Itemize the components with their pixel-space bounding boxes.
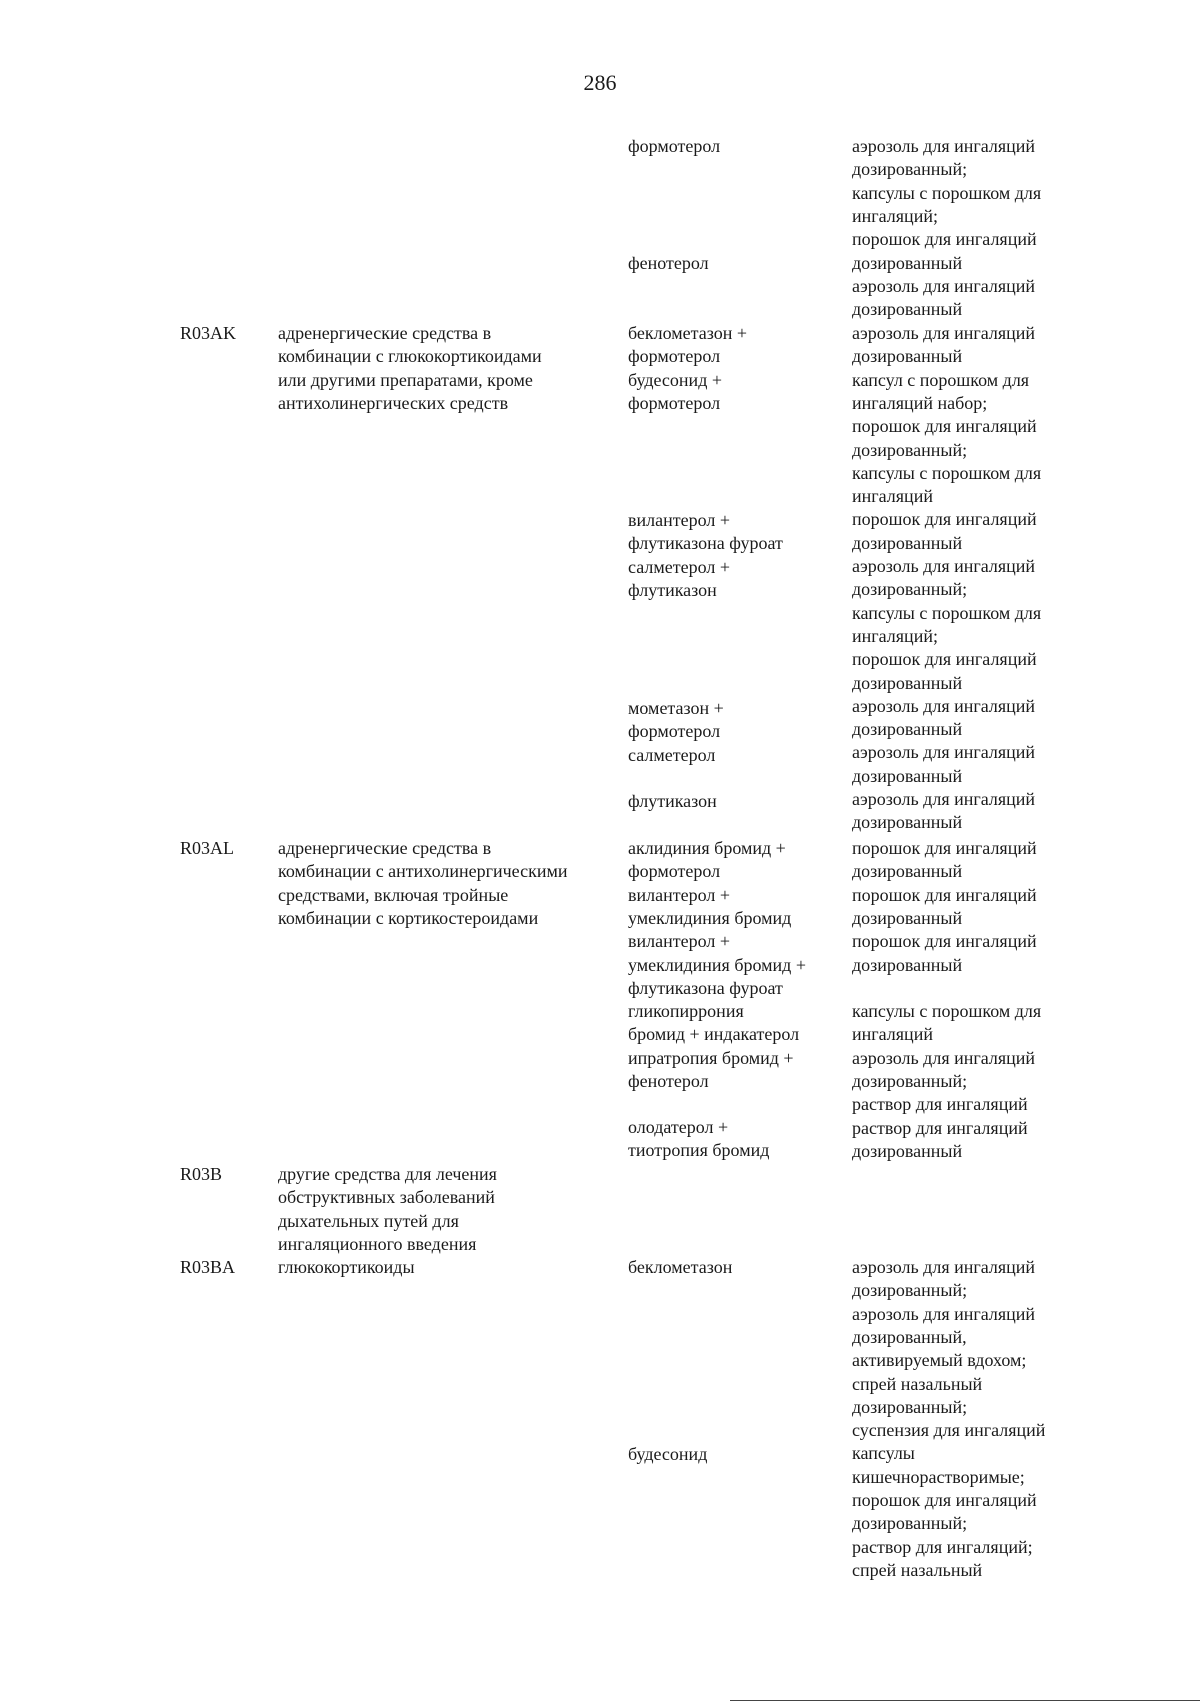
dosage-form: капсул с порошком для xyxy=(852,369,1030,390)
drug-name: формотерол xyxy=(628,861,721,882)
dosage-form: дозированный xyxy=(852,252,963,273)
anatomical-therapeutic-group: адренергические средства в xyxy=(278,323,492,343)
drug-name: формотерол xyxy=(628,136,721,156)
dosage-form: спрей назальный xyxy=(852,1373,983,1394)
drug-name: салметерол xyxy=(628,744,716,765)
drug-name: бромид + индакатерол xyxy=(628,1024,800,1045)
drug-name: тиотропия бромид xyxy=(628,1140,770,1161)
drug-name: аклидиния бромид + xyxy=(628,838,786,858)
dosage-form: активируемый вдохом; xyxy=(852,1350,1027,1371)
atc-code: R03B xyxy=(180,1164,223,1184)
drug-name: флутиказона фуроат xyxy=(628,533,783,554)
anatomical-therapeutic-group: адренергические средства в xyxy=(278,838,492,858)
dosage-form: аэрозоль для ингаляций xyxy=(852,742,1036,763)
anatomical-therapeutic-group: ингаляционного введения xyxy=(278,1233,477,1254)
drug-name: фенотерол xyxy=(628,1071,709,1091)
dosage-form: дозированный xyxy=(852,532,963,553)
anatomical-therapeutic-group: другие средства для лечения xyxy=(278,1164,497,1184)
anatomical-therapeutic-group: средствами, включая тройные xyxy=(278,884,509,905)
dosage-form: раствор для ингаляций xyxy=(852,1094,1028,1115)
dosage-form: дозированный; xyxy=(852,439,968,460)
dosage-form: капсулы с порошком для xyxy=(852,462,1042,483)
drug-name: формотерол xyxy=(628,721,721,742)
dosage-form: порошок для ингаляций xyxy=(852,931,1037,952)
dosage-form: порошок для ингаляций xyxy=(852,416,1037,437)
bottom-rule xyxy=(730,1700,1200,1701)
dosage-form: дозированный; xyxy=(852,1070,968,1091)
anatomical-therapeutic-group: обструктивных заболеваний xyxy=(278,1187,495,1208)
drug-name: олодатерол + xyxy=(628,1117,729,1137)
dosage-form: ингаляций набор; xyxy=(852,392,988,413)
dosage-form: аэрозоль для ингаляций xyxy=(852,1303,1036,1324)
drug-name: формотерол xyxy=(628,346,721,367)
dosage-form: дозированный; xyxy=(852,1513,968,1534)
dosage-form: аэрозоль для ингаляций xyxy=(852,136,1036,156)
dosage-form: порошок для ингаляций xyxy=(852,509,1037,530)
dosage-form: дозированный xyxy=(852,346,963,367)
dosage-form: капсулы с порошком для xyxy=(852,182,1042,203)
dosage-form: спрей назальный xyxy=(852,1559,983,1580)
dosage-form: дозированный; xyxy=(852,1280,968,1301)
dosage-form: суспензия для ингаляций xyxy=(852,1420,1046,1441)
dosage-form: дозированный xyxy=(852,299,963,320)
drug-name: беклометазон xyxy=(628,1257,733,1277)
dosage-form: аэрозоль для ингаляций xyxy=(852,695,1036,716)
anatomical-therapeutic-group: комбинации с антихолинергическими xyxy=(278,861,568,882)
dosage-form: порошок для ингаляций xyxy=(852,884,1037,905)
drug-name: вилантерол + xyxy=(628,931,730,952)
dosage-form: ингаляций; xyxy=(852,205,938,226)
dosage-form: дозированный xyxy=(852,719,963,740)
dosage-form: ингаляций xyxy=(852,486,933,507)
drug-name: флутиказона фуроат xyxy=(628,977,783,998)
dosage-form: дозированный, xyxy=(852,1326,967,1347)
drug-name: беклометазон + xyxy=(628,323,748,343)
dosage-form: раствор для ингаляций xyxy=(852,1117,1028,1138)
dosage-form: ингаляций xyxy=(852,1024,933,1045)
atc-code: R03AL xyxy=(180,838,234,858)
dosage-form: аэрозоль для ингаляций xyxy=(852,556,1036,576)
atc-code: R03AK xyxy=(180,323,237,343)
dosage-form: аэрозоль для ингаляций xyxy=(852,789,1036,809)
dosage-form: дозированный xyxy=(852,954,963,975)
dosage-form: дозированный xyxy=(852,672,963,693)
drug-name: умеклидиния бромид + xyxy=(628,954,806,975)
anatomical-therapeutic-group: комбинации с глюкокортикоидами xyxy=(278,346,542,367)
page-number: 286 xyxy=(583,70,617,95)
drug-name: мометазон + xyxy=(628,698,724,718)
dosage-form: капсулы с порошком для xyxy=(852,1001,1042,1021)
dosage-form: дозированный xyxy=(852,1140,963,1161)
dosage-form: дозированный xyxy=(852,812,963,833)
drug-name: будесонид xyxy=(628,1444,708,1464)
dosage-form: аэрозоль для ингаляций xyxy=(852,1257,1036,1277)
drug-name: будесонид + xyxy=(628,369,722,390)
anatomical-therapeutic-group: глюкокортикоиды xyxy=(278,1257,415,1277)
dosage-form: порошок для ингаляций xyxy=(852,838,1037,858)
dosage-form: капсулы с порошком для xyxy=(852,602,1042,623)
dosage-form: порошок для ингаляций xyxy=(852,1490,1037,1510)
drug-name: формотерол xyxy=(628,392,721,413)
drug-name: гликопиррония xyxy=(628,1001,744,1022)
drug-name: вилантерол + xyxy=(628,510,730,530)
dosage-form: аэрозоль для ингаляций xyxy=(852,323,1036,343)
dosage-form: порошок для ингаляций xyxy=(852,649,1037,670)
drug-name: умеклидиния бромид xyxy=(628,907,792,928)
dosage-form: дозированный; xyxy=(852,159,968,180)
dosage-form: дозированный; xyxy=(852,1396,968,1417)
dosage-form: капсулы xyxy=(852,1443,915,1464)
drug-name: фенотерол xyxy=(628,253,709,273)
dosage-form: ингаляций; xyxy=(852,625,938,646)
dosage-form: дозированный; xyxy=(852,579,968,600)
dosage-form: порошок для ингаляций xyxy=(852,229,1037,250)
dosage-form: дозированный xyxy=(852,765,963,786)
drug-name: флутиказон xyxy=(628,791,717,811)
drug-name: ипратропия бромид + xyxy=(628,1047,794,1068)
anatomical-therapeutic-group: дыхательных путей для xyxy=(278,1210,459,1231)
dosage-form: аэрозоль для ингаляций xyxy=(852,275,1036,296)
anatomical-therapeutic-group: комбинации с кортикостероидами xyxy=(278,907,539,928)
dosage-form: дозированный xyxy=(852,907,963,928)
dosage-form: аэрозоль для ингаляций xyxy=(852,1047,1036,1068)
drug-name: флутиказон xyxy=(628,579,717,600)
anatomical-therapeutic-group: или другими препаратами, кроме xyxy=(278,369,533,390)
dosage-form: дозированный xyxy=(852,861,963,882)
drug-name: салметерол + xyxy=(628,556,730,577)
anatomical-therapeutic-group: антихолинергических средств xyxy=(278,392,509,413)
dosage-form: кишечнорастворимые; xyxy=(852,1466,1025,1487)
dosage-form: раствор для ингаляций; xyxy=(852,1536,1033,1557)
atc-code: R03BA xyxy=(180,1257,236,1277)
drug-name: вилантерол + xyxy=(628,884,730,905)
